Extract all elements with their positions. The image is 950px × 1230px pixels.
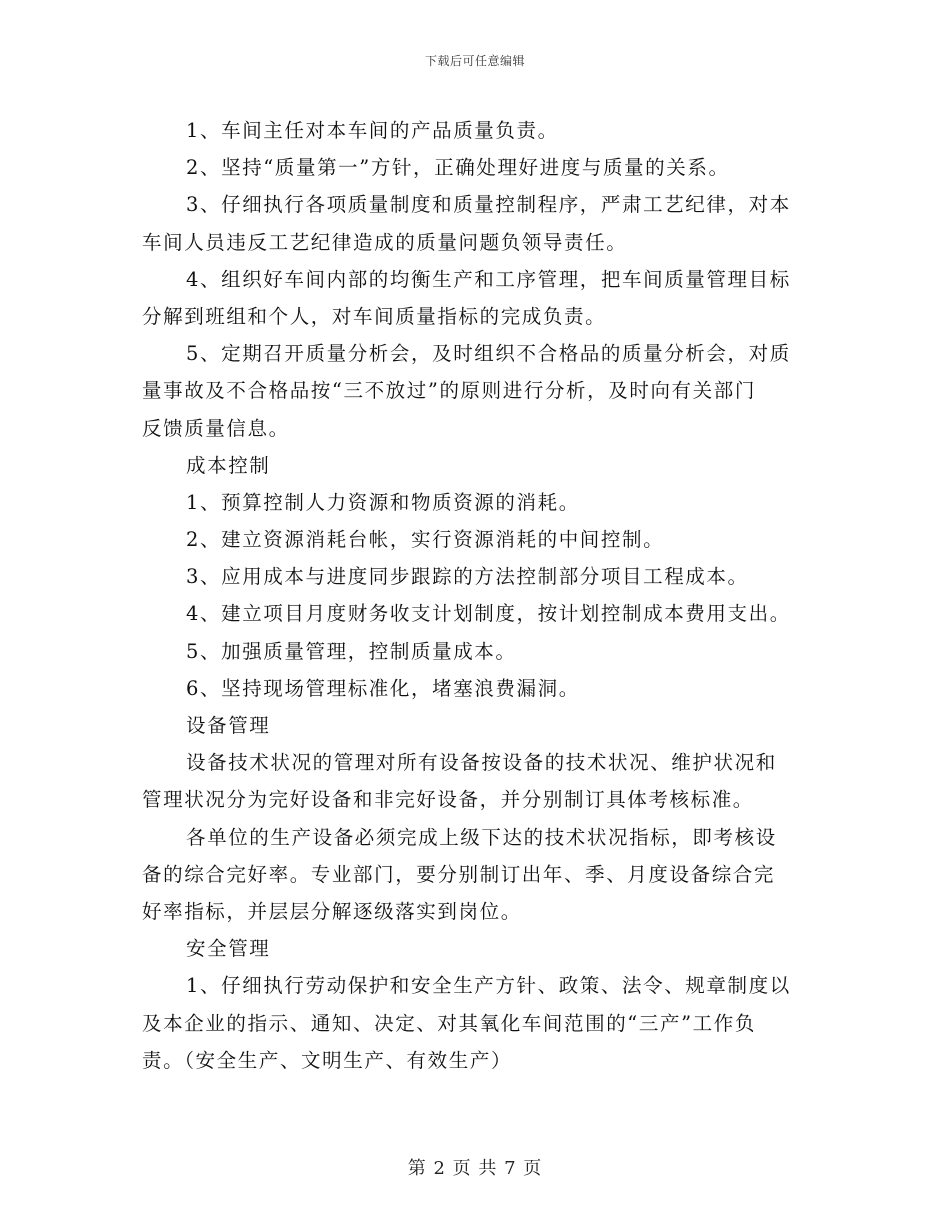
paragraph-line: 1、仔细执行劳动保护和安全生产方针、政策、法令、规章制度以 — [186, 974, 791, 998]
paragraph-line: 3、仔细执行各项质量制度和质量控制程序，严肃工艺纪律，对本 — [186, 193, 791, 217]
paragraph-line: 备的综合完好率。专业部门，要分别制订出年、季、月度设备综合完 — [142, 862, 776, 886]
paragraph-line: 反馈质量信息。 — [142, 416, 290, 440]
paragraph-line: 1、车间主任对本车间的产品质量负责。 — [186, 119, 559, 142]
paragraph-line: 2、建立资源消耗台帐，实行资源消耗的中间控制。 — [186, 528, 665, 552]
section-heading-cost-control: 成本控制 — [186, 453, 271, 477]
paragraph-line: 1、预算控制人力资源和物质资源的消耗。 — [186, 490, 580, 514]
document-body — [142, 112, 810, 1079]
paragraph-line: 好率指标，并层层分解逐级落实到岗位。 — [142, 899, 522, 923]
paragraph-line: 设备技术状况的管理对所有设备按设备的技术状况、维护状况和 — [186, 751, 777, 775]
paragraph-line: 及本企业的指示、通知、决定、对其氧化车间范围的“三产”工作负 — [142, 1011, 756, 1035]
paragraph-line: 5、加强质量管理，控制质量成本。 — [186, 639, 517, 663]
paragraph-line: 各单位的生产设备必须完成上级下达的技术状况指标，即考核设 — [186, 825, 777, 849]
paragraph-line: 2、坚持“质量第一”方针，正确处理好进度与质量的关系。 — [186, 156, 730, 180]
paragraph-line: 6、坚持现场管理标准化，堵塞浪费漏洞。 — [186, 676, 580, 700]
paragraph-line: 量事故及不合格品按“三不放过”的原则进行分析，及时向有关部门 — [142, 379, 756, 403]
paragraph-line: 车间人员违反工艺纪律造成的质量问题负领导责任。 — [142, 230, 628, 254]
page-number-footer: 第 2 页 共 7 页 — [407, 1158, 543, 1179]
page-header: 下载后可任意编辑 — [424, 54, 525, 68]
paragraph-line: 5、定期召开质量分析会，及时组织不合格品的质量分析会，对质 — [186, 342, 791, 366]
paragraph-line: 3、应用成本与进度同步跟踪的方法控制部分项目工程成本。 — [186, 565, 749, 589]
paragraph-line: 分解到班组和个人，对车间质量指标的完成负责。 — [142, 304, 607, 328]
paragraph-line: 责。（安全生产、文明生产、有效生产） — [142, 1048, 513, 1072]
paragraph-line: 管理状况分为完好设备和非完好设备，并分别制订具体考核标准。 — [142, 788, 754, 812]
section-heading-safety-management: 安全管理 — [186, 937, 271, 961]
section-heading-equipment-management: 设备管理 — [186, 714, 271, 737]
paragraph-line: 4、组织好车间内部的均衡生产和工序管理，把车间质量管理目标 — [186, 267, 791, 291]
paragraph-line: 4、建立项目月度财务收支计划制度，按计划控制成本费用支出。 — [186, 602, 791, 626]
